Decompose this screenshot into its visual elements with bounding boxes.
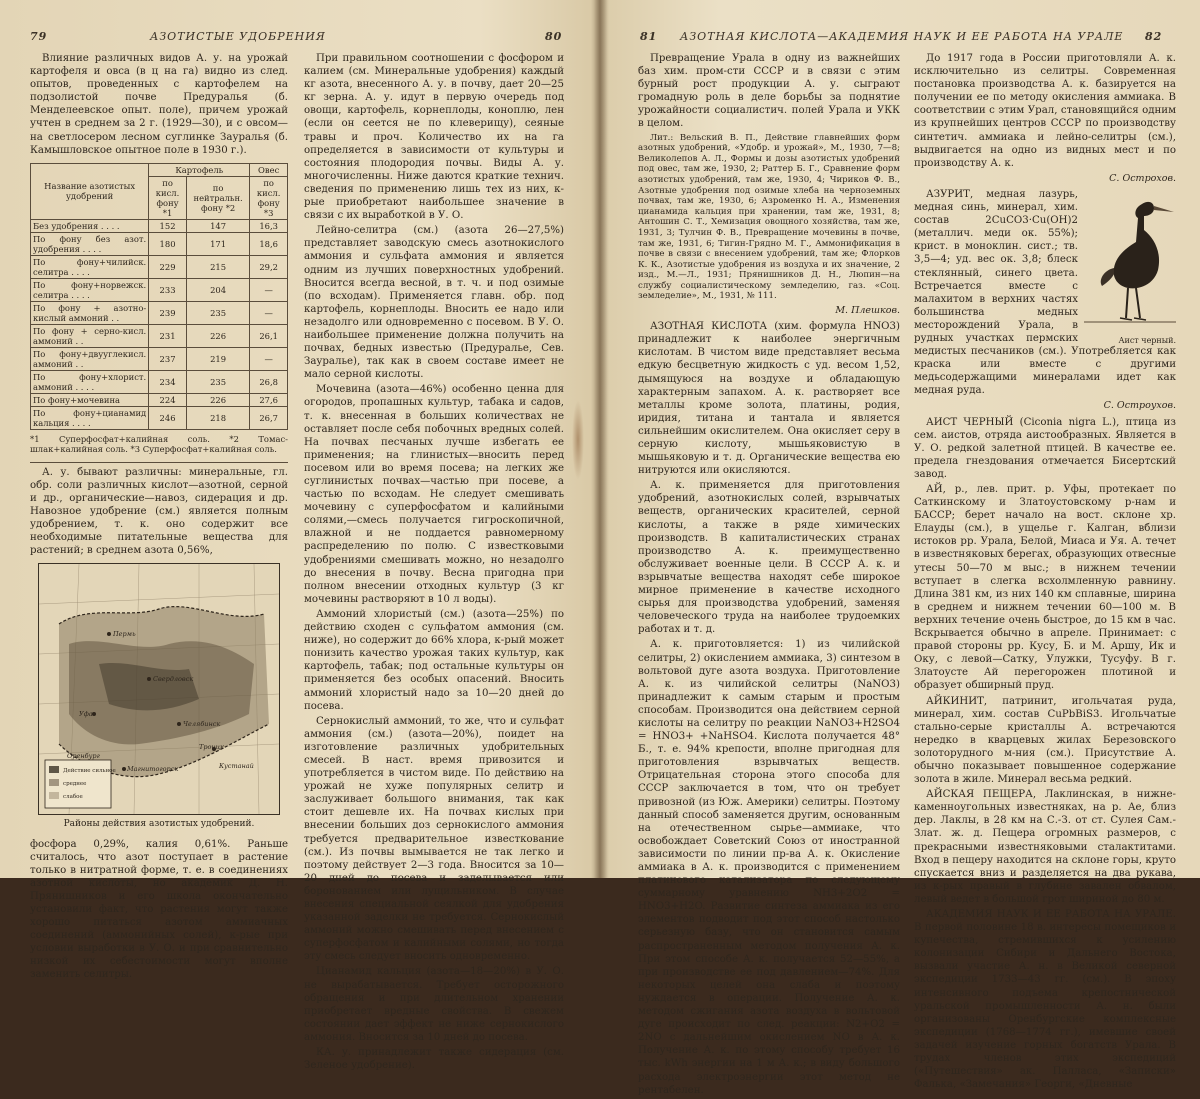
running-head-right: АЗОТНАЯ КИСЛОТА—АКАДЕМИЯ НАУК И ЕЕ РАБОТА НА УРАЛЕ	[680, 30, 1124, 43]
table-cell-name: По фону+мочевина	[31, 393, 149, 406]
map-label-troitsk: Троицк	[199, 743, 225, 752]
table-cell-value: 29,2	[250, 255, 288, 278]
table-subhead: по кисл. фону *1	[149, 176, 187, 219]
table-cell-name: Без удобрения . . . .	[31, 219, 149, 232]
table-cell-name: По фону + серно-кисл. аммоний . .	[31, 324, 149, 347]
table-row	[31, 255, 288, 278]
table-row	[31, 324, 288, 347]
map-label-perm: Пермь	[113, 630, 136, 639]
table-row	[31, 219, 288, 232]
nitric-acid-entry: АЗОТНАЯ КИСЛОТА (хим. формула HNO3) принадлежит к наиболее энергичным кислотам. В чистом виде представляет весьма едкую бесцветную жидкость с уд. весом 1,52, дымящуюся на воздухе и обладающую характерным запахом. А. к. растворяет все металлы кроме золота, платины, родия, иридия, титана и тантала и является сильнейшим окислителем. Она окисляет серу в серную кислоту, мышьяковистую в мышьяковую и т. д. Органические вещества ею нитруются или окисляются.	[638, 321, 900, 477]
nitric-acid-production: А. к. приготовляется: 1) из чилийской селитры, 2) окислением аммиака, 3) синтезом в вольтовой дуге азота воздуха. Приготовление А. к. из чилийской селитры (NaNO3) принадлежит к самым старым и простым способам. Производится она действием серной кислоты на селитру по реакции NaNO3+H2SO4 = HNO3+ +NaHSO4. Кислота получается 48° Б., т. е. 94% крепости, вполне пригодная для приготовления взрывчатых веществ. Отрицательная сторона этого способа для СССР заключается в том, что он требует привозной (из Юж. Америки) селитры. Поэтому данный способ заменяется другим, основанным на отечественном сырье—аммиаке, что освобождает Советский Союз от иностранной зависимости по линии пр-ва А. к. Окисление аммиака в А. к. производится с применением платинового катализатора по следующему суммарному уравнению NH3+2O2 = HNO3+H2O. Развитие синтеза аммиака из его элементов подводит под этот способ настолько серьезную базу, что он становится самым распространенным методом получения А. к. При этом способе А. к. получается 52—55%, а при производстве ее под давлением—74%. Для некоторых целей она слаба и поэтому нуждается в операции. Получение А. к. методом сжигания азота воздуха в вольтовой дуге происходит по след. реакции: N2+O2 = 2NO с дальнейшим окислением NO в А. к. Получение А. к. по этому способу требует 16 тыс. kWh энергии на 1 м А. к.; в виду большого расхода электроэнергии этот метод не рентабелен.	[638, 639, 900, 1096]
table-cell-value: 26,7	[250, 406, 288, 429]
table-row	[31, 393, 288, 406]
literature-list: Лит.: Вельский В. П., Действие главнейших форм азотных удобрений, «Удобр. и урожай», М., 1930, 7—8; Великолепов А. Л., Формы и дозы азотистых удобрений под овес, там же, 1930, 2; Раттер Б. Г., Сравнение форм азотистых удобрений, там же, 1930, 4; Чириков Ф. В., Азотные удобрения под озимые хлеба на черноземных почвах, там же, 1930, 6; Азроменко Н. А., Изменения цианамида кальция при хранении, там же, 1931, 8; Антошин С. Т., Хемизация овощного хозяйства, там же, 1931, 3; Тулчин Ф. В., Превращение мочевины в почве, там же, 1931, 6; Тигин-Грядно М. Г., Аммонификация в почве в связи с внесением удобрений, там же; Флорков К. К., Азотистые удобрения из воздуха и их значение, 2 изд., М.—Л., 1931; Прянишников Д. Н., Люпин—на службу социалистическому земледелию, газ. «Соц. земледелие», М., 1931, № 111.	[638, 132, 900, 302]
stork-caption: Аист черный.	[1118, 336, 1176, 346]
aikinite-entry: АЙКИНИТ, патринит, игольчатая руда, минерал, хим. состав CuPbBiS3. Игольчатые стально-серые кристаллы А. встречаются нередко в кварцевых жилах Березовского золоторудного м-ния (см.). Присутствие А. обычно показывает повышенное содержание золота в жиле. Минерал весьма редкий.	[914, 695, 1176, 786]
table-cell-value: 233	[149, 278, 187, 301]
table-cell-name: По фону+чилийск. селитра . . . .	[31, 255, 149, 278]
map-label-magnitogorsk: Магнитогорск	[127, 765, 179, 774]
azurite-entry: АЗУРИТ, медная лазурь, медная синь, минерал, хим. состав 2CuCO3·Cu(OH)2 (металлич. меди ок. 55%); крист. в моноклин. сист.; тв. 3,5—4; уд. вес ок. 3,8; блеск стеклянный, синего цвета. Встречается вместе с малахитом в верхних частях большинства медных месторождений Урала, в рудных участках пермских медистых песчаников (см.). Употребляется как краска или вместе с другими медьсодержащими минералами идет как медная руда.	[914, 188, 1176, 397]
nitric-acid-uses: А. к. применяется для приготовления удобрений, азотнокислых солей, взрывчатых веществ, органических красителей, серной кислоты, а также в ряде химических производств. В капиталистических странах производство А. к. преимущественно обслуживает военные цели. В СССР А. к. и взрывчатые вещества находят себе широкое мирное применение в качестве исходного сырья для производства удобрений, заменяя человеческого труда на наиболее трудоемких работах и т. д.	[638, 480, 900, 636]
map-label-chelyabinsk: Челябинск	[183, 720, 221, 729]
table-cell-value: 229	[149, 255, 187, 278]
page-number-81: 81	[640, 30, 658, 43]
author-signature: С. Острохов.	[1109, 172, 1176, 184]
table-cell-value: 219	[186, 347, 249, 370]
table-cell-value: 226	[186, 324, 249, 347]
map-label-sverdlovsk: Свердловск	[153, 675, 194, 684]
table-cell-name: По фону+хлорист. аммоний . . . .	[31, 370, 149, 393]
table-cell-value: 235	[186, 301, 249, 324]
table-cell-value: 215	[186, 255, 249, 278]
page-number-82: 82	[1145, 30, 1163, 43]
ai-cave-entry: АЙСКАЯ ПЕЩЕРА, Лаклинская, в нижне-каменноугольных известняках, на р. Ае, близ дер. Лаклы, в 28 км на С.-З. от ст. Сулея Сам.-Злат. ж. д. Пещера огромных размеров, с прекрасными известняковыми сталактитами. Вход в пещеру находится на склоне горы, круто спускается вниз и разделяется на два рукава, из к-рых правый в глубине завален обвалом, левый ведет в большой грот шириной до 80 м.	[914, 789, 1176, 905]
table-cell-value: 18,6	[250, 232, 288, 255]
table-cell-name: По фону без азот. удобрения . . . .	[31, 232, 149, 255]
table-cell-value: —	[250, 347, 288, 370]
table-cell-value: 16,3	[250, 219, 288, 232]
map-legend-weak: слабое	[63, 794, 83, 801]
table-cell-value: 218	[186, 406, 249, 429]
map-label-orenburg: Оренбург	[67, 752, 100, 761]
map-label-ufa: Уфа	[79, 710, 93, 719]
table-row	[31, 347, 288, 370]
table-cell-name: По фону+двууглекисл. аммоний . .	[31, 347, 149, 370]
table-row	[31, 406, 288, 429]
map-label-kustanai: Кустанай	[219, 762, 254, 771]
table-cell-value: 224	[149, 393, 187, 406]
left-page	[0, 0, 600, 1072]
map-legend-strong: Действие сильное	[63, 768, 116, 775]
map-legend-medium: среднее	[63, 781, 87, 788]
ammonium-chloride-paragraph: Аммоний хлористый (см.) (азота—25%) по действию сходен с сульфатом аммония (см. ниже), но содержит до 66% хлора, к-рый может понизить качество урожая таких культур, как картофель, табак; под остальные культуры он применяется без особых опасений. Вносить аммоний хлористый надо за 10—20 дней до посева.	[304, 608, 564, 712]
table-cell-value: 27,6	[250, 393, 288, 406]
nitric-acid-history: До 1917 года в России приготовляли А. к. исключительно из селитры. Современная постановка производства А. к. базируется на получении ее по методу окисления аммиака. В соответствии с этим Урал, становящийся одним из крупнейших центров СССР по производству синтетич. аммиака и лейно-селитры (см.), выдвигается на одно из видных мест и по производству А. к.	[914, 53, 1176, 169]
table-cell-value: —	[250, 301, 288, 324]
table-footnote: *1 Суперфосфат+калийная соль. *2 Томас-шлак+калийная соль. *3 Суперфосфат+калийная соль.	[30, 433, 288, 454]
dosage-paragraph: При правильном соотношении с фосфором и калием (см. Минеральные удобрения) каждый кг азота, внесенного А. у. в почву, дает 20—25 кг зерна. А. у. идут в первую очередь под овощи, картофель, корнеплоды, коноплю, лен (если он сеется не по клеверищу), сеяные травы и проч. Количество их на га определяется в зависимости от культуры и состояния плодородия почвы. Виды А. у. многочисленны. Ниже даются краткие технич. сведения по применению лишь тех из них, к-рые приобретают наибольшее значение в связи с их выработкой в У. О.	[304, 53, 564, 222]
types-paragraph: А. у. бывают различны: минеральные, гл. обр. соли различных кислот—азотной, серной и др., органические—навоз, сидерация и др. Навозное удобрение (см.) является полным удобрением, т. к. оно содержит все необходимые питательные вещества для растений; в среднем азота 0,56%,	[30, 466, 288, 557]
column-1	[30, 52, 288, 984]
table-cell-value: 171	[186, 232, 249, 255]
calcium-cyanamide-paragraph: Цианамид кальция (азота—18—20%) в У. О. не вырабатывается. Требует осторожного обращения и при длительном хранении приобретает вредные свойства. В свежем состоянии дает эффект не ниже сернокислого аммония. Вносится за 10 дней до посева.	[304, 966, 564, 1043]
table-cell-value: 26,8	[250, 370, 288, 393]
black-stork-entry: АИСТ ЧЕРНЫЙ (Ciconia nigra L.), птица из сем. аистов, отряда аистообразных. Является в У. О. редкой залетной птицей. В качестве ее. предела гнездования отмечается Бисертский завод.	[914, 416, 1176, 480]
running-head-left: АЗОТИСТЫЕ УДОБРЕНИЯ	[150, 30, 326, 43]
table-cell-value: 239	[149, 301, 187, 324]
fertilizer-map	[38, 563, 280, 815]
table-cell-name: По фону + азотно-кислый аммоний . .	[31, 301, 149, 324]
column-3	[638, 52, 900, 1099]
nitrogen-paragraph: фосфора 0,29%, калия 0,61%. Раньше считалось, что азот поступает в растение только в нитратной форме, т. е. в соединениях азотной кислоты, но академик Д. Н. Прянишников и его школа окончательно установили факт, что растения могут также хорошо питаться азотом аммиачных соединений (аммонийных солей), к-рые при условии выработки в У. О. и при сравнительно низкой их себестоимости могут вполне заменить селитры.	[30, 838, 288, 981]
right-page	[600, 0, 1200, 1096]
ai-river-entry: АЙ, р., лев. прит. р. Уфы, протекает по Саткинскому и Златоустовскому р-нам и БАССР; берет начало на вост. склоне хр. Елауды (см.), в ущелье г. Калган, вблизи истоков рр. Урала, Белой, Миаса и Уя. А. течет в известняковых берегах, образующих отвесные утесы 50—70 м выс.; в нижнем течении вступает в слегка всхолмленную равнину. Длина 381 км, из них 140 км сплавные, ширина в среднем и нижнем течении 60—100 м. В верхних течение очень быстрое, до 15 км в час. Вскрывается обычно в апреле. Принимает: с правой стороны рр. Кусу, Б. и М. Аршу, Ик и Оку, с левой—Сатку, Улужки, Тусуфу. В г. Златоусте Ай перегорожен плотиной и образует обширный пруд.	[914, 484, 1177, 692]
table-cell-value: 235	[186, 370, 249, 393]
column-4	[914, 52, 1176, 1093]
table-cell-value: —	[250, 278, 288, 301]
ammonium-sulfate-paragraph: Сернокислый аммоний, то же, что и сульфат аммония (см.) (азота—20%), поидет на изготовление различных удобрительных смесей. В наст. время привозится и употребляется в чистом виде. По действию на урожай не хуже популярных селитр и заслуживает большого внимания, так как стоит дешевле их. На почвах кислых при внесении больших доз сернокислого аммония требуется предварительное известкование (см.). Из почвы вымывается не так легко и поэтому действует 2—3 года. Вносится за 10—20 дней до посева и заделывается или боронованием или лущильником. В случае внесения специальной сеялкой для удобрения указанной заделки не требуется. Сернокислый аммоний можно смешивать перед внесением с суперфосфатом и калийными солями, но тогда эту смесь следует вносить одновременно.	[304, 715, 564, 963]
table-head-oats: Овес	[250, 163, 288, 176]
table-cell-value: 180	[149, 232, 187, 255]
page-number-79: 79	[30, 30, 48, 43]
table-cell-value: 147	[186, 219, 249, 232]
table-cell-name: По фону+цианамид кальция . . . .	[31, 406, 149, 429]
table-cell-value: 246	[149, 406, 187, 429]
table-subhead: по нейтральн. фону *2	[186, 176, 249, 219]
table-head-name: Название азотистых удобрений	[31, 163, 149, 219]
author-signature: М. Плешков.	[835, 305, 900, 317]
page-number-80: 80	[545, 30, 563, 43]
urals-role-paragraph: Превращение Урала в одну из важнейших баз хим. пром-сти СССР и в связи с этим бурный рост продукции А. у. сыграют громадную роль в деле борьбы за поднятие урожайности социалистич. полей Урала и УКК в целом.	[638, 53, 900, 130]
table-subhead: по кисл. фону *3	[250, 176, 288, 219]
column-2	[304, 52, 564, 1074]
divider	[30, 462, 288, 463]
table-row	[31, 301, 288, 324]
table-row	[31, 232, 288, 255]
table-row	[31, 370, 288, 393]
table-cell-name: По фону+норвежск. селитра . . . .	[31, 278, 149, 301]
table-cell-value: 234	[149, 370, 187, 393]
intro-paragraph: Влияние различных видов А. у. на урожай картофеля и овса (в ц на га) видно из след. опытов, проведенных с картофелем на подзолистой почве Предуралья (б. Менделеевское опыт. поле), причем урожай учтен в среднем за 2 г. (1929—30), и с овсом—на светлосером лесном суглинке Зауралья (б. Камышловское опытное поле в 1930 г.).	[30, 53, 288, 156]
table-cell-value: 231	[149, 324, 187, 347]
table-row	[31, 278, 288, 301]
fertilizer-yield-table	[30, 163, 288, 430]
table-cell-value: 204	[186, 278, 249, 301]
academy-of-sciences-entry: АКАДЕМИЯ НАУК И ЕЕ РАБОТА НА УРАЛЕ. В первой половине 18 в. интересы помещиков и купечества, стремившихся к усилению колонизации Сибири и Дальнего Востока, вызвали участие А. н. в Великой северной экспедиции 1733—43 гг. (см.). В эпоху интенсивного подъема крепостнической уральской промышленности А. н. были организованы Оренбургские комплексные экспедиции (1768—1774 гг.), имевшие своей задачей изучение горных богатств Урала. В трудах членов этих экспедиций («Путешествия» ак. Палласа, «Записки» Фалька, «Замечания» Георги, «Дневные	[914, 909, 1176, 1091]
table-cell-value: 226	[186, 393, 249, 406]
author-signature: С. Остроухов.	[1103, 400, 1176, 412]
stork-icon	[1084, 190, 1176, 330]
green-manure-paragraph: КА. у. принадлежит также сидерация (см. Зеленое удобрение).	[304, 1047, 564, 1072]
leuna-saltpeter-paragraph: Лейно-селитра (см.) (азота 26—27,5%) представляет заводскую смесь азотнокислого аммония и сульфата аммония и является одним из лучших поверхностных удобрений. Вносится всегда весной, в т. ч. и под озимые (по всходам). Применяется главн. обр. под картофель, корнеплоды. Вносить ее надо или незадолго или одновременно с посевом. В У. О. наибольшее применение должна получить на почвах, бедных известью (Предуралье, Сев. Зауралье), так как в своем составе имеет не мало серной кислоты.	[304, 225, 564, 381]
table-cell-value: 152	[149, 219, 187, 232]
table-cell-value: 26,1	[250, 324, 288, 347]
map-caption: Районы действия азотистых удобрений.	[63, 819, 255, 830]
black-stork-illustration	[1084, 190, 1176, 346]
table-head-potato: Картофель	[149, 163, 250, 176]
table-cell-value: 237	[149, 347, 187, 370]
urea-paragraph: Мочевина (азота—46%) особенно ценна для огородов, пропашных культур, табака и садов, т. к. внесенная в больших количествах не оставляет после себя побочных вредных солей. На почвах песчаных лучше избегать ее применения; на глинистых—вносить перед посевом или во время посева; на легких же суглинистых почвах—частью при посеве, а частью по всходам. Не следует смешивать мочевину с суперфосфатом и калийными солями,—смесь получается гигроскопичной, влажной и не поддается равномерному распределению по полю. С известковыми удобрениями смешивать можно, но незадолго до внесения в почву. Весна пригодна при полном внесении отходных культур (3 кг мочевины растворяют в 10 л воды).	[304, 384, 564, 605]
